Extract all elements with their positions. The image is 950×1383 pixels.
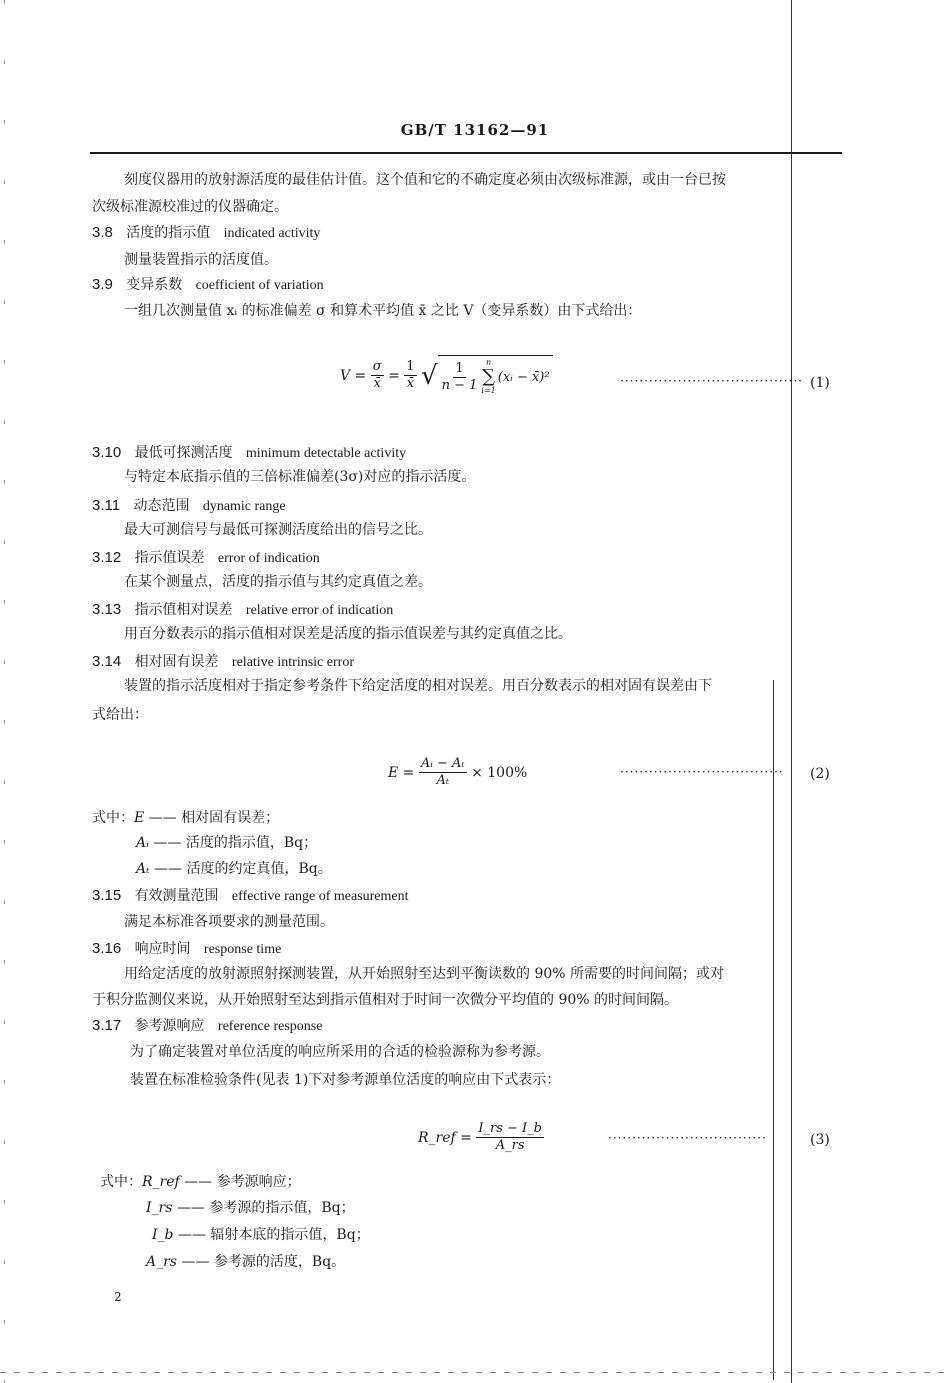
section-title-en: response time: [203, 942, 282, 957]
definition: —— 辐射本底的指示值，Bq；: [177, 1227, 370, 1243]
section-title-zh: 指示值相对误差: [134, 602, 233, 618]
equals-sign: =: [388, 367, 400, 384]
formula-1-label: (1): [810, 375, 830, 391]
section-title-en: dynamic range: [202, 499, 286, 514]
symbol: Aₜ: [136, 861, 150, 877]
where-2-row-1: [92, 808, 279, 828]
formula-3: [418, 1121, 544, 1154]
section-3-17-heading: [92, 1016, 322, 1037]
section-title-zh: 指示值误差: [134, 550, 205, 566]
where-lead: 式中：: [92, 810, 134, 826]
symbol: E: [134, 810, 145, 826]
definition: —— 参考源的活度，Bq。: [181, 1254, 346, 1270]
section-3-11-heading: [92, 496, 286, 517]
formula-lhs: R_ref =: [418, 1129, 472, 1146]
fraction-sigma-over-mean: [371, 359, 384, 392]
section-number: 3.17: [92, 1017, 122, 1034]
numerator: I_rs − I_b: [478, 1121, 542, 1136]
section-title-en: error of indication: [217, 551, 320, 566]
section-number: 3.12: [92, 549, 122, 566]
formula-tail: × 100%: [471, 764, 528, 781]
sum-symbol: ∑: [482, 366, 495, 387]
section-3-17-body-line-2: 装置在标准检验条件(见表 1)下对参考源单位活度的响应由下式表示：: [130, 1072, 561, 1088]
page-number: 2: [114, 1290, 122, 1304]
section-title-zh: 最低可探测活度: [134, 445, 233, 461]
formula-1-leader: ······································: [620, 374, 803, 388]
section-title-zh: 有效测量范围: [134, 888, 219, 904]
section-3-8-heading: [92, 223, 320, 244]
denominator: A_rs: [495, 1138, 525, 1153]
section-3-13-body: 用百分数表示的指示值相对误差是活度的指示值误差与其约定真值之比。: [124, 626, 572, 642]
section-3-15-body: 满足本标准各项要求的测量范围。: [124, 914, 334, 930]
section-3-12-body: 在某个测量点，活度的指示值与其约定真值之差。: [124, 574, 432, 590]
section-title-en: reference response: [217, 1019, 323, 1034]
where-2-row-3: [136, 859, 332, 879]
numerator: Aᵢ − Aₜ: [420, 756, 465, 771]
symbol: R_ref: [142, 1174, 180, 1190]
sum-upper-limit: n: [485, 358, 492, 367]
sqrt-radicand: [438, 355, 553, 396]
denominator: n − 1: [441, 377, 478, 393]
section-3-8-body: 测量装置指示的活度值。: [124, 252, 278, 268]
section-title-en: minimum detectable activity: [245, 446, 407, 461]
section-3-16-body-line-1: 用给定活度的放射源照射探测装置，从开始照射至达到平衡读数的 90% 所需要的时间间隔；或对: [124, 966, 725, 982]
section-3-15-heading: [92, 886, 409, 907]
where-3-row-2: [146, 1198, 355, 1218]
section-3-13-heading: [92, 600, 393, 621]
denominator: x̄: [406, 376, 415, 391]
fraction-reference-response: [476, 1121, 544, 1154]
where-2-row-2: [136, 833, 317, 853]
formula-3-label: (3): [810, 1132, 830, 1148]
scan-vertical-line: [791, 0, 792, 1383]
where-lead: 式中：: [100, 1174, 142, 1190]
section-3-12-heading: [92, 548, 320, 569]
section-3-14-heading: [92, 652, 354, 673]
denominator: x̄: [373, 376, 381, 391]
section-title-en: coefficient of variation: [195, 278, 324, 293]
formula-2-label: (2): [810, 766, 830, 782]
section-3-9-heading: [92, 275, 324, 296]
section-title-en: relative error of indication: [245, 603, 394, 618]
section-title-zh: 变异系数: [126, 277, 183, 293]
header-rule: [90, 152, 842, 154]
scan-vertical-line-2: [773, 680, 774, 1380]
section-3-16-body-line-2: 于积分监测仪来说，从开始照射至达到指示值相对于时间一次微分平均值的 90% 的时间间隔。: [92, 992, 679, 1008]
section-3-10-heading: [92, 443, 406, 464]
section-title-zh: 参考源响应: [134, 1018, 205, 1034]
section-3-9-body: 一组几次测量值 xᵢ 的标准偏差 σ 和算术平均值 x̄ 之比 V（变异系数）由下式给出：: [124, 303, 642, 319]
formula-lhs: E =: [388, 764, 415, 781]
formula-2-leader: ··································: [620, 765, 784, 779]
section-3-11-body: 最大可测信号与最低可探测活度给出的信号之比。: [124, 522, 432, 538]
definition: —— 参考源的指示值，Bq；: [176, 1200, 355, 1216]
fraction-one-over-mean: [404, 359, 416, 392]
section-title-zh: 相对固有误差: [134, 654, 219, 670]
section-title-en: effective range of measurement: [231, 889, 409, 904]
section-3-10-body: 与特定本底指示值的三倍标准偏差(3σ)对应的指示活度。: [124, 469, 476, 485]
section-number: 3.11: [92, 497, 121, 514]
section-3-14-body-line-2: 式给出：: [92, 707, 148, 723]
section-3-16-heading: [92, 939, 281, 960]
section-title-zh: 动态范围: [133, 498, 190, 514]
section-number: 3.14: [92, 653, 122, 670]
symbol: A_rs: [146, 1254, 177, 1270]
page-header: GB/T 13162—91: [400, 121, 550, 139]
section-title-zh: 活度的指示值: [126, 225, 211, 241]
section-number: 3.16: [92, 940, 122, 957]
formula-3-leader: ·································: [608, 1131, 767, 1145]
sum-lower-limit: i=1: [481, 386, 496, 395]
scan-edge-marks: [4, 0, 5, 1383]
sum-body: (xᵢ − x̄)²: [497, 369, 550, 385]
fraction-one-over-n-minus-1: [440, 361, 480, 394]
sqrt-sign: √: [421, 360, 438, 391]
symbol: I_rs: [146, 1200, 173, 1216]
scan-footer-dashes: [0, 1372, 950, 1373]
where-3-row-1: [100, 1172, 301, 1192]
section-title-en: indicated activity: [223, 226, 321, 241]
where-3-row-4: [146, 1252, 345, 1272]
definition: —— 活度的约定真值，Bq。: [154, 861, 332, 877]
summation: [481, 358, 495, 396]
section-title-en: relative intrinsic error: [231, 655, 354, 670]
section-number: 3.13: [92, 601, 122, 618]
definition: —— 活度的指示值，Bq；: [153, 835, 318, 851]
formula-2: [388, 756, 527, 789]
section-number: 3.9: [92, 276, 113, 293]
section-number: 3.15: [92, 887, 122, 904]
section-3-14-body-line-1: 装置的指示活度相对于指定参考条件下给定活度的相对误差。用百分数表示的相对固有误差由下: [124, 678, 712, 694]
formula-lhs: V =: [340, 367, 367, 384]
section-title-zh: 响应时间: [134, 941, 191, 957]
intro-line-2: 次级标准源校准过的仪器确定。: [92, 199, 288, 215]
numerator: 1: [455, 360, 464, 376]
numerator: 1: [406, 359, 415, 374]
numerator: σ: [372, 359, 382, 374]
section-3-17-body-line-1: 为了确定装置对单位活度的响应所采用的合适的检验源称为参考源。: [130, 1044, 550, 1060]
section-number: 3.10: [92, 444, 122, 461]
symbol: Aᵢ: [136, 835, 149, 851]
intro-line-1: 刻度仪器用的放射源活度的最佳估计值。这个值和它的不确定度必须由次级标准源，或由一台已按: [124, 172, 726, 188]
formula-1: [340, 355, 553, 396]
definition: —— 参考源响应；: [184, 1174, 301, 1190]
fraction-error: [419, 756, 467, 789]
denominator: Aₜ: [436, 773, 450, 788]
where-3-row-3: [152, 1225, 370, 1245]
symbol: I_b: [152, 1227, 174, 1243]
definition: —— 相对固有误差；: [148, 810, 280, 826]
section-number: 3.8: [92, 224, 113, 241]
